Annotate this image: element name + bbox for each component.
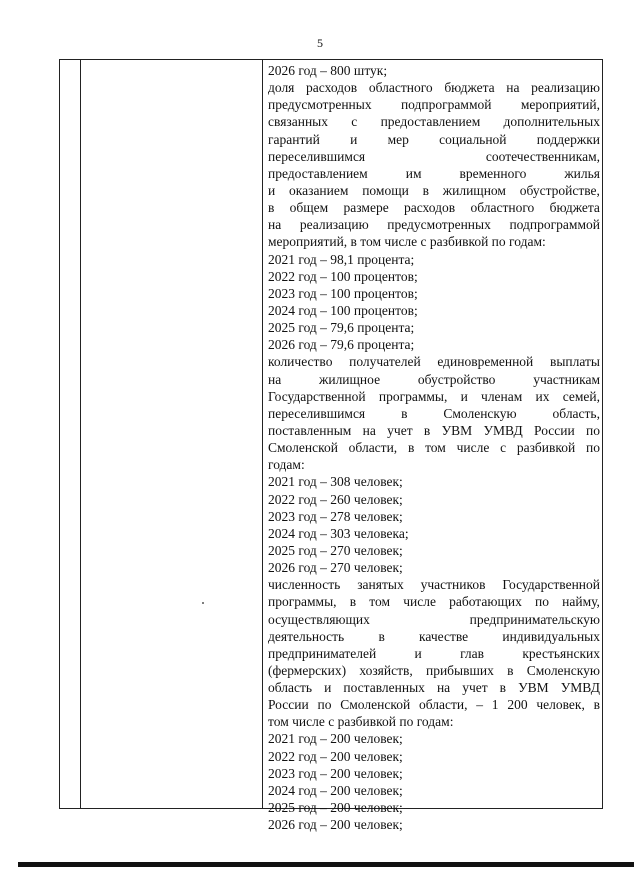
text-word: Смоленской: [268, 440, 338, 456]
text-word: расходов: [404, 200, 456, 216]
document-table: [59, 59, 603, 833]
text-line: 2026 год – 200 человек;: [268, 817, 403, 833]
text-word: оказанием: [289, 182, 349, 198]
text-word: России: [268, 697, 309, 713]
text-word: учет: [387, 422, 413, 438]
text-word: в: [507, 662, 514, 678]
text-line: 2025 год – 200 человек;: [268, 800, 403, 816]
text-word: областного: [470, 200, 535, 216]
text-line: 2026 год – 270 человек;: [268, 560, 403, 576]
text-word: по: [317, 697, 332, 713]
scan-speck: [202, 602, 204, 604]
text-word: Смоленскую: [526, 662, 600, 678]
text-word: на: [268, 371, 282, 387]
text-word: обустройстве,: [519, 182, 600, 198]
text-word: программы,: [378, 388, 448, 404]
text-line: [268, 679, 600, 696]
text-word: Смоленской: [340, 697, 411, 713]
text-line: 2025 год – 79,6 процента;: [268, 320, 415, 336]
text-word: и: [460, 388, 468, 404]
text-word: помощи: [362, 182, 409, 198]
text-word: –: [476, 697, 483, 713]
text-line: [268, 79, 600, 96]
text-line: 2021 год – 308 человек;: [268, 474, 403, 490]
text-word: на: [506, 80, 520, 96]
text-word: на: [436, 680, 451, 696]
text-word: размере: [343, 200, 389, 216]
text-word: осуществляющих: [268, 611, 370, 627]
text-word: учет: [462, 680, 488, 696]
text-word: по: [585, 440, 600, 456]
page-bottom-rule: [18, 862, 634, 867]
text-word: переселившимся: [268, 148, 366, 164]
column-divider-2: [262, 60, 263, 808]
text-word: УМВД: [560, 680, 600, 696]
text-word: реализацию: [299, 217, 369, 233]
text-word: в: [499, 680, 507, 696]
text-word: им: [405, 165, 422, 181]
text-word: Смоленскую: [443, 405, 517, 421]
text-word: предпринимателей: [268, 645, 377, 661]
text-line: 2021 год – 200 человек;: [268, 731, 403, 747]
text-word: УМВД: [483, 422, 523, 438]
text-line: [268, 696, 600, 713]
text-word: прибывших: [425, 662, 494, 678]
text-word: Государственной: [268, 388, 366, 404]
text-line: [268, 353, 600, 370]
text-word: мероприятий,: [520, 97, 600, 113]
text-word: областного: [368, 80, 433, 96]
text-line: [268, 113, 600, 130]
text-word: их: [535, 388, 550, 404]
text-line: 2026 год – 79,6 процента;: [268, 337, 415, 353]
text-word: в: [349, 594, 357, 610]
text-line: 2021 год – 98,1 процента;: [268, 251, 415, 267]
text-word: в: [422, 182, 429, 198]
text-word: в: [407, 440, 415, 456]
text-line: [268, 611, 600, 628]
text-word: 1: [491, 697, 499, 713]
text-word: бюджета: [444, 80, 495, 96]
text-word: и: [414, 645, 422, 661]
text-line: 2023 год – 278 человек;: [268, 508, 403, 524]
text-word: жилищное: [319, 371, 381, 387]
text-word: дополнительных: [503, 114, 600, 130]
text-word: связанных: [268, 114, 328, 130]
text-word: выплаты: [549, 354, 600, 370]
text-word: и: [268, 182, 276, 198]
text-line: 2022 год – 100 процентов;: [268, 268, 418, 284]
text-word: качестве: [419, 628, 469, 644]
text-line: 2026 год – 800 штук;: [268, 63, 388, 78]
text-word: деятельность: [268, 628, 345, 644]
text-word: числе: [403, 594, 436, 610]
text-word: предусмотренных: [387, 217, 491, 233]
text-word: в: [401, 405, 408, 421]
text-word: человек,: [536, 697, 585, 713]
text-line: том числе с разбивкой по годам:: [268, 714, 454, 730]
text-word: УВМ: [518, 680, 549, 696]
text-word: Государственной: [502, 577, 600, 593]
text-line: 2024 год – 200 человек;: [268, 782, 403, 798]
text-word: в: [593, 697, 600, 713]
text-word: единовременной: [437, 354, 534, 370]
text-word: поставленных: [343, 680, 425, 696]
text-line: [268, 182, 600, 199]
text-word: участников: [420, 577, 486, 593]
text-line: [268, 576, 600, 593]
text-word: занятых: [357, 577, 404, 593]
text-line: [268, 148, 600, 165]
text-word: область: [268, 680, 313, 696]
text-word: на: [268, 217, 282, 233]
text-line: [268, 131, 600, 148]
text-line: [268, 662, 600, 679]
text-word: в: [268, 200, 275, 216]
text-word: получателей: [349, 354, 421, 370]
text-word: членам: [481, 388, 523, 404]
text-word: предпринимательскую: [469, 611, 600, 627]
text-word: гарантий: [268, 131, 320, 147]
text-line: [268, 439, 600, 456]
text-line: 2023 год – 100 процентов;: [268, 285, 418, 301]
text-line: [268, 628, 600, 645]
text-word: жилья: [564, 165, 600, 181]
text-line: годам:: [268, 457, 305, 473]
text-line: [268, 405, 600, 422]
text-word: России: [534, 422, 575, 438]
text-line: [268, 593, 600, 610]
text-word: разбивкой: [516, 440, 576, 456]
text-word: с: [351, 114, 358, 130]
text-word: области,: [418, 697, 468, 713]
text-word: по: [586, 422, 600, 438]
text-word: на: [362, 422, 376, 438]
text-word: переселившимся: [268, 405, 366, 421]
text-line: 2025 год – 270 человек;: [268, 542, 403, 558]
text-word: (фермерских): [268, 662, 347, 678]
text-line: 2023 год – 200 человек;: [268, 765, 403, 781]
text-word: в: [378, 628, 385, 644]
text-line: [268, 645, 600, 662]
text-word: количество: [268, 354, 333, 370]
table-cell-text: [268, 62, 600, 833]
text-word: социальной: [439, 131, 507, 147]
text-word: предоставлением: [268, 165, 368, 181]
text-word: с: [500, 440, 507, 456]
text-word: обустройство: [417, 371, 496, 387]
page-number: 5: [317, 36, 323, 50]
text-word: крестьянских: [522, 645, 600, 661]
text-word: подпрограммой: [509, 217, 600, 233]
text-word: участникам: [533, 371, 600, 387]
text-line: [268, 199, 600, 216]
column-divider-1: [80, 60, 81, 808]
text-word: доля: [268, 80, 295, 96]
text-line: [268, 371, 600, 388]
text-word: 200: [507, 697, 528, 713]
text-word: работающих: [449, 594, 522, 610]
text-line: [268, 216, 600, 233]
text-word: реализацию: [531, 80, 600, 96]
text-word: и: [324, 680, 332, 696]
text-word: расходов: [306, 80, 358, 96]
text-line: 2024 год – 303 человека;: [268, 525, 409, 541]
text-line: [268, 165, 600, 182]
text-word: область,: [552, 405, 600, 421]
text-word: жилищном: [442, 182, 506, 198]
text-word: подпрограммой: [400, 97, 492, 113]
text-line: [268, 96, 600, 113]
text-word: глав: [460, 645, 485, 661]
text-line: [268, 388, 600, 405]
text-word: временного: [459, 165, 527, 181]
text-word: поддержки: [536, 131, 600, 147]
text-word: УВМ: [441, 422, 473, 438]
text-word: поставленным: [268, 422, 352, 438]
text-word: том: [425, 440, 446, 456]
text-word: том: [369, 594, 391, 610]
text-word: программы,: [268, 594, 337, 610]
text-line: [268, 422, 600, 439]
text-line: 2022 год – 200 человек;: [268, 748, 403, 764]
text-word: предоставлением: [380, 114, 481, 130]
text-word: по: [535, 594, 549, 610]
text-word: индивидуальных: [502, 628, 600, 644]
text-word: численность: [268, 577, 341, 593]
text-word: мер: [387, 131, 409, 147]
text-word: найму,: [562, 594, 600, 610]
text-word: предусмотренных: [268, 97, 372, 113]
text-word: семей,: [562, 388, 600, 404]
text-word: области,: [348, 440, 398, 456]
text-word: числе: [456, 440, 490, 456]
text-line: мероприятий, в том числе с разбивкой по годам:: [268, 234, 546, 250]
text-line: 2024 год – 100 процентов;: [268, 302, 418, 318]
text-line: 2022 год – 260 человек;: [268, 491, 403, 507]
text-word: бюджета: [549, 200, 600, 216]
text-word: хозяйств,: [359, 662, 413, 678]
text-word: в: [423, 422, 431, 438]
text-word: и: [350, 131, 358, 147]
text-word: соотечественникам,: [485, 148, 600, 164]
text-word: общем: [289, 200, 329, 216]
